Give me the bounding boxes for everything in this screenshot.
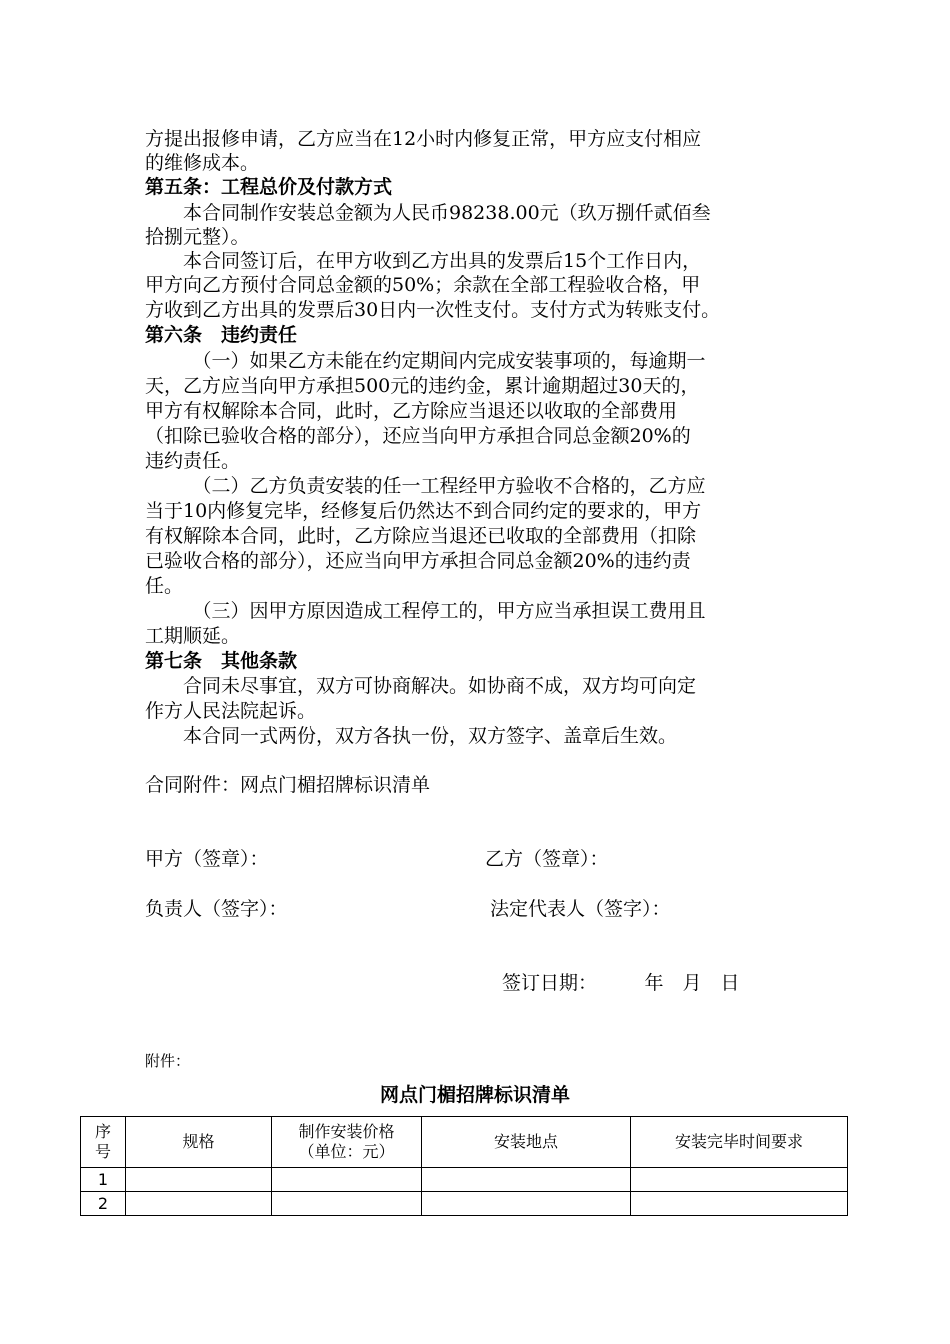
body-line: 作方人民法院起诉。 xyxy=(145,700,317,722)
signage-list-table xyxy=(80,1116,848,1216)
table-cell xyxy=(631,1192,848,1216)
section-heading-5: 第五条：工程总价及付款方式 xyxy=(145,176,393,198)
body-line: 有权解除本合同，此时，乙方除应当退还已收取的全部费用（扣除 xyxy=(145,525,697,547)
body-line: 甲方有权解除本合同，此时，乙方除应当退还以收取的全部费用 xyxy=(145,400,678,422)
body-line: 工期顺延。 xyxy=(145,625,241,647)
header-completion-time: 安装完毕时间要求 xyxy=(631,1117,848,1168)
table-cell xyxy=(126,1192,272,1216)
header-location: 安装地点 xyxy=(422,1117,631,1168)
body-line: 当于10内修复完毕，经修复后仍然达不到合同约定的要求的，甲方 xyxy=(145,500,702,522)
person-in-charge-signature: 负责人（签字）： xyxy=(145,898,288,920)
body-line: 本合同签订后，在甲方收到乙方出具的发票后15个工作日内， xyxy=(145,250,702,272)
body-line: 违约责任。 xyxy=(145,450,241,472)
section-heading-7: 第七条 其他条款 xyxy=(145,650,298,672)
body-line: （二）乙方负责安装的任一工程经甲方验收不合格的，乙方应 xyxy=(145,475,706,497)
body-line: 本合同一式两份，双方各执一份，双方签字、盖章后生效。 xyxy=(145,725,678,747)
body-line: 方提出报修申请，乙方应当在12小时内修复正常，甲方应支付相应 xyxy=(145,128,702,150)
body-line: 方收到乙方出具的发票后30日内一次性支付。支付方式为转账支付。 xyxy=(145,299,721,321)
body-line: 拾捌元整）。 xyxy=(145,226,250,248)
signing-date: 签订日期： 年 月 日 xyxy=(502,972,740,994)
table-header-row xyxy=(81,1117,848,1168)
table-row xyxy=(81,1192,848,1216)
body-line: （一）如果乙方未能在约定期间内完成安装事项的，每逾期一 xyxy=(145,350,706,372)
body-line: （扣除已验收合格的部分），还应当向甲方承担合同总金额20%的 xyxy=(145,425,691,447)
header-serial-number: 序 号 xyxy=(81,1117,126,1168)
table-cell xyxy=(272,1168,422,1192)
party-b-seal: 乙方（签章）： xyxy=(485,848,609,870)
table-cell: 2 xyxy=(81,1192,126,1216)
body-line: 本合同制作安装总金额为人民币98238.00元（玖万捌仟贰佰叁 xyxy=(145,202,711,224)
body-line: 天，乙方应当向甲方承担500元的违约金，累计逾期超过30天的， xyxy=(145,375,700,397)
body-line: 合同未尽事宜，双方可协商解决。如协商不成，双方均可向定 xyxy=(145,675,697,697)
attachment-note: 合同附件：网点门楣招牌标识清单 xyxy=(145,774,431,796)
table-cell xyxy=(272,1192,422,1216)
table-row xyxy=(81,1168,848,1192)
table-cell xyxy=(422,1168,631,1192)
party-a-seal: 甲方（签章）： xyxy=(145,848,269,870)
body-line: （三）因甲方原因造成工程停工的，甲方应当承担误工费用且 xyxy=(145,600,706,622)
legal-representative-signature: 法定代表人（签字）： xyxy=(490,898,671,920)
header-specification: 规格 xyxy=(126,1117,272,1168)
table-cell xyxy=(631,1168,848,1192)
section-heading-6: 第六条 违约责任 xyxy=(145,324,298,346)
table-cell xyxy=(422,1192,631,1216)
table-title: 网点门楣招牌标识清单 xyxy=(379,1084,570,1106)
header-price: 制作安装价格 （单位：元） xyxy=(272,1117,422,1168)
body-line: 的维修成本。 xyxy=(145,152,260,174)
table-cell: 1 xyxy=(81,1168,126,1192)
attachment-label: 附件： xyxy=(145,1052,191,1070)
table-cell xyxy=(126,1168,272,1192)
body-line: 任。 xyxy=(145,575,184,597)
body-line: 已验收合格的部分），还应当向甲方承担合同总金额20%的违约责 xyxy=(145,550,691,572)
body-line: 甲方向乙方预付合同总金额的50%；余款在全部工程验收合格，甲 xyxy=(145,274,701,296)
